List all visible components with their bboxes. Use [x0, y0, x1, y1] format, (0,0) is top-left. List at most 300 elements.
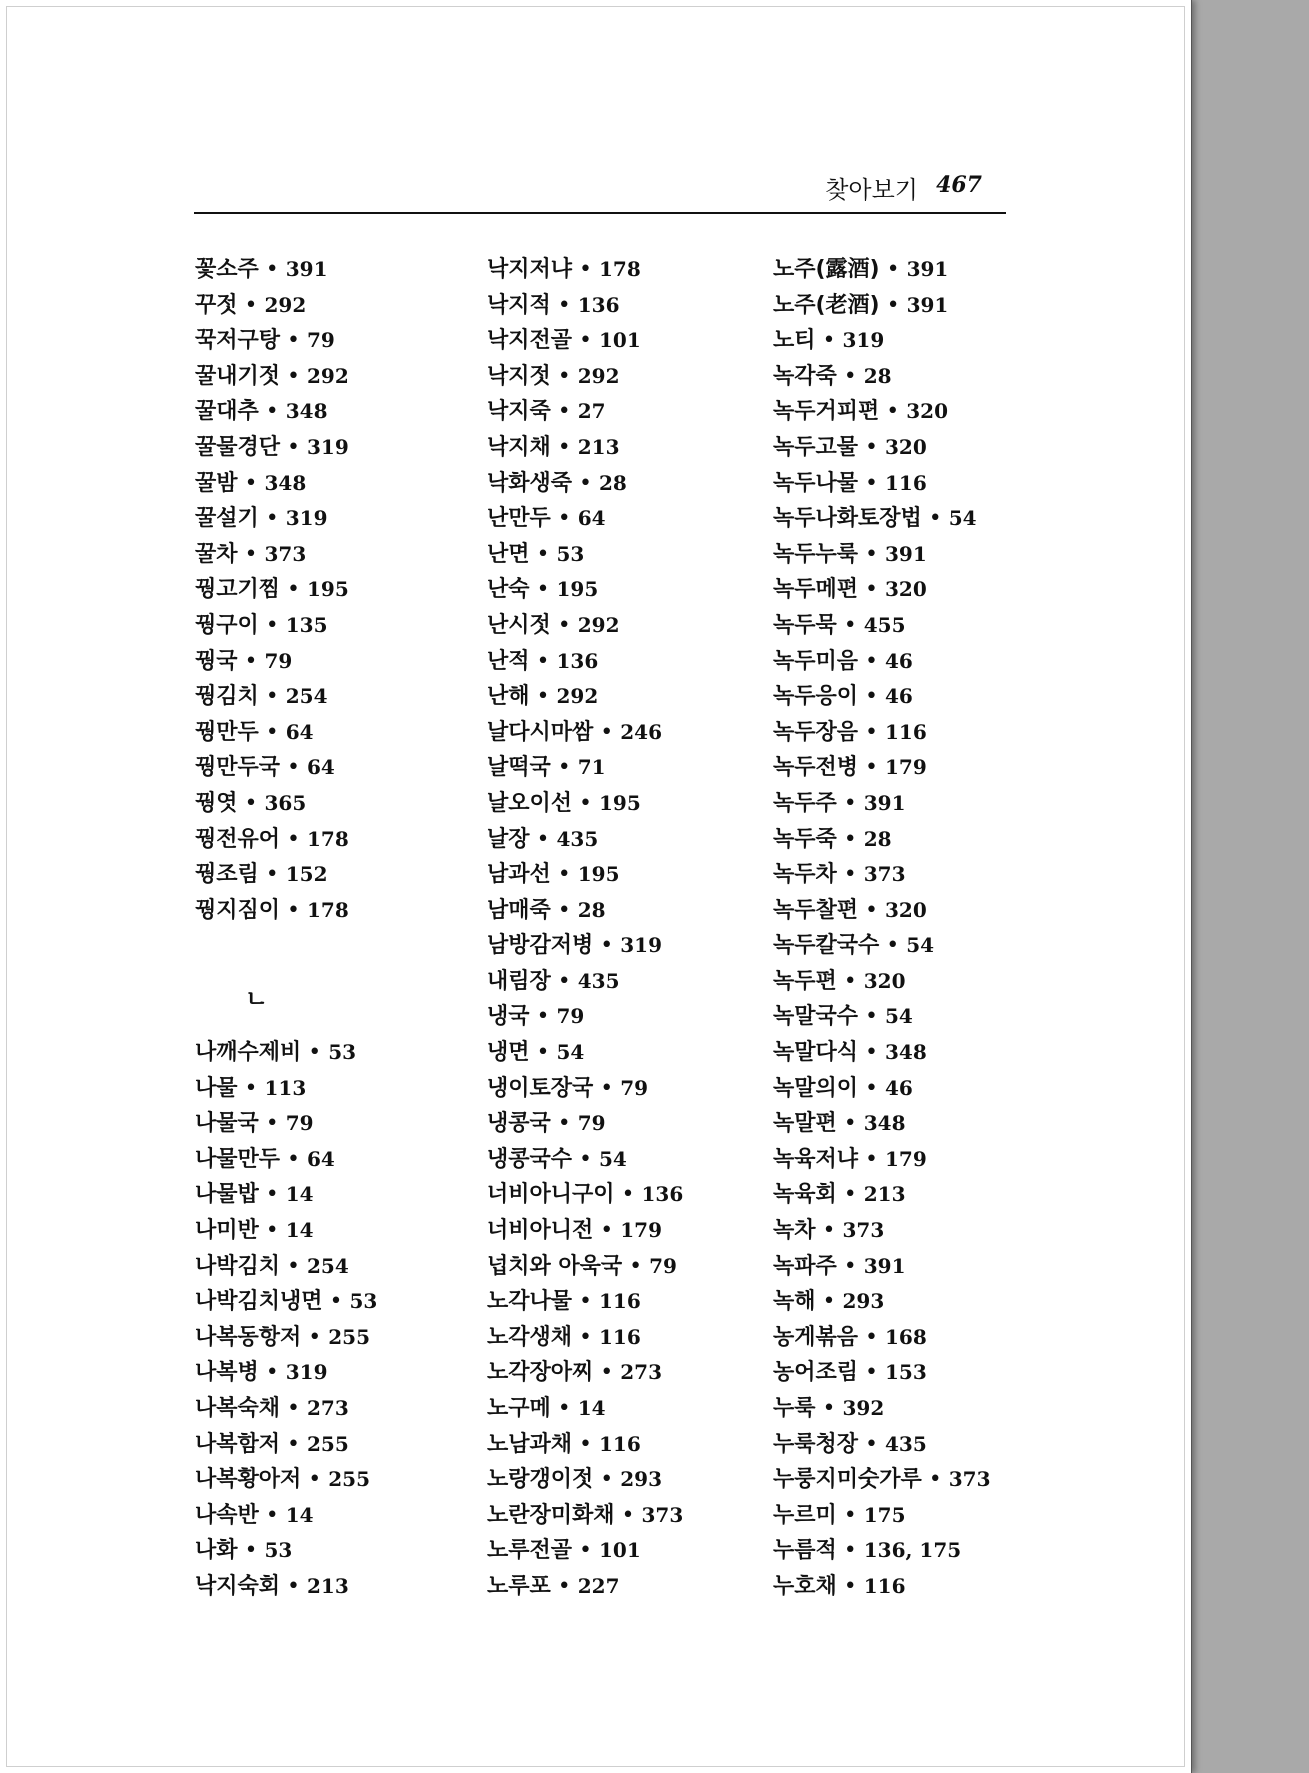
index-page-number: 79: [306, 328, 335, 353]
index-separator: •: [572, 1324, 599, 1350]
index-term: 너비아니전: [487, 1218, 594, 1244]
index-page-number: 178: [598, 257, 641, 281]
index-separator: •: [858, 1146, 885, 1172]
index-page-number: 195: [598, 790, 641, 815]
index-separator: •: [237, 790, 265, 816]
index-term: 남과선: [487, 862, 551, 888]
index-entry: [487, 359, 683, 395]
index-entry: [773, 1071, 990, 1107]
index-term: 녹육저냐: [773, 1146, 859, 1172]
index-term: 녹두차: [773, 862, 837, 888]
index-term: 나화: [195, 1538, 238, 1564]
index-term: 날장: [487, 826, 530, 852]
index-separator: •: [858, 1324, 885, 1350]
index-separator: •: [550, 506, 578, 532]
index-page-number: 373: [264, 541, 307, 566]
index-entry: [773, 715, 990, 751]
header-title: 찾아보기: [825, 176, 918, 204]
index-term: 냉콩국: [487, 1111, 551, 1137]
index-entry: [773, 1213, 990, 1249]
index-term: 노구메: [487, 1396, 551, 1421]
index-separator: •: [258, 1111, 286, 1137]
index-page-number: 53: [556, 541, 585, 566]
index-page-number: 14: [285, 1182, 314, 1207]
index-separator: •: [258, 1182, 286, 1208]
index-page-number: 179: [884, 1146, 927, 1171]
index-term: 누룩: [773, 1396, 816, 1421]
index-page-number: 28: [863, 363, 892, 388]
index-entry: [487, 1355, 683, 1391]
index-page-number: 246: [620, 719, 662, 744]
index-term: 녹두찰편: [773, 897, 859, 923]
index-separator: •: [280, 1431, 307, 1457]
index-term: 녹두누룩: [773, 541, 859, 567]
index-term: 꿀내기젓: [195, 363, 281, 389]
index-page-number: 101: [598, 328, 641, 353]
index-separator: •: [858, 541, 885, 567]
index-term: 낙지젓: [487, 363, 551, 389]
index-term: 나물만두: [195, 1146, 281, 1172]
index-term: 노티: [773, 328, 816, 354]
index-page-number: 255: [306, 1431, 349, 1456]
index-term: 나물국: [195, 1111, 259, 1137]
index-term: 녹두나화토장법: [773, 506, 922, 532]
index-separator: •: [237, 1075, 265, 1101]
index-page-number: 365: [264, 790, 307, 815]
index-term: 난해: [487, 684, 530, 710]
index-entry: [487, 1213, 683, 1249]
index-entry: [195, 537, 377, 573]
index-separator: •: [237, 470, 265, 496]
index-term: 녹두편: [773, 968, 837, 994]
index-separator: •: [550, 292, 578, 318]
page-number: 467: [936, 172, 982, 198]
index-separator: •: [572, 257, 599, 282]
index-entry: [487, 1391, 683, 1427]
index-entry: [773, 288, 990, 324]
index-separator: •: [529, 1040, 557, 1066]
index-entry: [195, 1427, 377, 1463]
index-page-number: 46: [884, 684, 913, 709]
index-page-number: 136: [641, 1182, 684, 1207]
index-page-number: 391: [884, 541, 927, 566]
index-separator: •: [858, 648, 885, 674]
index-separator: •: [280, 434, 307, 460]
index-separator: •: [280, 577, 307, 603]
index-page-number: 348: [863, 1111, 906, 1136]
index-page-number: 391: [863, 1253, 906, 1278]
index-separator: •: [237, 648, 265, 674]
index-page-number: 54: [884, 1004, 913, 1029]
index-page-number: 373: [641, 1502, 684, 1527]
index-page-number: 79: [556, 1004, 585, 1029]
index-term: 냉콩국수: [487, 1146, 573, 1172]
index-entry: [773, 1355, 990, 1391]
index-page-number: 71: [577, 755, 606, 780]
index-separator: •: [322, 1289, 350, 1315]
index-page-number: 136: [577, 292, 620, 317]
index-page-number: 28: [577, 897, 606, 922]
index-separator: •: [258, 612, 286, 638]
index-entry: [773, 750, 990, 786]
index-term: 낙지채: [487, 434, 551, 460]
index-entry: [773, 999, 990, 1035]
index-entry: [773, 252, 990, 288]
index-term: 꿩고기찜: [195, 577, 281, 603]
index-separator: •: [550, 434, 578, 460]
index-entry: [773, 1177, 990, 1213]
index-term: 꾸젓: [195, 292, 238, 318]
index-term: 꿩만두: [195, 719, 259, 745]
index-separator: •: [572, 790, 599, 816]
index-separator: •: [529, 826, 557, 852]
index-separator: •: [550, 897, 578, 923]
index-page-number: 179: [620, 1218, 662, 1243]
index-separator: •: [280, 363, 307, 389]
index-page-number: 175: [863, 1502, 906, 1527]
index-separator: •: [836, 1573, 864, 1599]
index-separator: •: [572, 328, 599, 354]
index-page-number: 227: [577, 1573, 620, 1598]
index-separator: •: [879, 933, 907, 959]
index-separator: •: [237, 1538, 265, 1564]
index-page-number: 64: [306, 1146, 335, 1171]
index-entry: [487, 928, 683, 964]
index-term: 난시젓: [487, 612, 551, 638]
index-page-number: 319: [842, 328, 885, 353]
index-page-number: 116: [598, 1324, 641, 1349]
index-separator: •: [836, 1182, 864, 1208]
index-term: 낙화생죽: [487, 470, 573, 496]
index-entry: [773, 501, 990, 537]
index-entry: [195, 644, 377, 680]
index-page-number: 348: [264, 470, 307, 495]
index-term: 녹말의이: [773, 1075, 859, 1101]
index-separator: •: [858, 470, 885, 496]
index-separator: •: [280, 328, 307, 354]
index-page-number: 136, 175: [863, 1538, 962, 1563]
index-entry: [195, 252, 377, 288]
index-separator: •: [572, 1431, 599, 1457]
index-separator: •: [836, 612, 864, 638]
index-entry: [487, 750, 683, 786]
index-separator: •: [258, 862, 286, 888]
index-separator: •: [815, 1396, 843, 1421]
index-page-number: 79: [577, 1111, 606, 1136]
index-entry: [773, 1320, 990, 1356]
index-separator: •: [280, 1253, 307, 1279]
index-entry: [195, 1035, 377, 1071]
index-entry: [487, 1106, 683, 1142]
index-page-number: 178: [306, 897, 349, 922]
index-entry: [195, 288, 377, 324]
index-term: 낙지저냐: [487, 257, 573, 282]
index-page-number: 53: [328, 1040, 357, 1065]
index-entry: [487, 679, 683, 715]
index-separator: •: [836, 1253, 864, 1279]
index-entry: [487, 288, 683, 324]
index-separator: •: [836, 968, 864, 994]
index-term: 나복숙채: [195, 1396, 281, 1421]
index-term: 나물: [195, 1075, 238, 1101]
index-separator: •: [593, 1467, 621, 1493]
index-entry: [487, 715, 683, 751]
index-page-number: 213: [577, 434, 620, 459]
index-separator: •: [529, 1004, 557, 1030]
index-separator: •: [858, 577, 885, 603]
index-entry: [195, 786, 377, 822]
index-page-number: 153: [884, 1360, 927, 1385]
index-term: 누룽지미숫가루: [773, 1467, 922, 1493]
index-term: 나복황아저: [195, 1467, 302, 1493]
index-page-number: 273: [620, 1360, 662, 1385]
index-page-number: 14: [285, 1502, 314, 1527]
index-term: 녹파주: [773, 1253, 837, 1279]
index-entry: [195, 1249, 377, 1285]
index-entry: [195, 1462, 377, 1498]
index-entry: [195, 572, 377, 608]
index-separator: •: [622, 1253, 650, 1279]
index-separator: •: [593, 933, 621, 959]
index-separator: •: [280, 1396, 307, 1421]
index-term: 꿀물경단: [195, 434, 281, 460]
index-separator: •: [529, 648, 557, 674]
index-page-number: 116: [863, 1573, 906, 1598]
index-page-number: 255: [328, 1324, 370, 1349]
index-term: 남방감저병: [487, 933, 594, 959]
index-term: 날오이선: [487, 790, 573, 816]
index-term: 꿩국: [195, 648, 238, 674]
index-term: 녹두응이: [773, 684, 859, 710]
index-page-number: 53: [264, 1538, 293, 1563]
index-column-2: [487, 252, 683, 1605]
index-entry: [195, 1284, 377, 1320]
index-entry: [487, 501, 683, 537]
index-entry: [195, 857, 377, 893]
index-entry: [487, 323, 683, 359]
index-entry: [773, 857, 990, 893]
index-page-number: 14: [285, 1218, 314, 1243]
index-term: 녹말국수: [773, 1004, 859, 1030]
index-term: 꿀설기: [195, 506, 259, 532]
index-entry: [487, 1569, 683, 1605]
index-separator: •: [301, 1040, 329, 1066]
index-entry: [195, 822, 377, 858]
index-term: 나속반: [195, 1502, 259, 1528]
index-entry: [487, 1142, 683, 1178]
index-term: 꿀대추: [195, 399, 259, 425]
index-separator: •: [258, 506, 286, 532]
index-page-number: 116: [598, 1431, 641, 1456]
index-separator: •: [858, 1004, 885, 1030]
index-entry: [487, 1071, 683, 1107]
index-page-number: 292: [577, 363, 620, 388]
index-separator: •: [550, 862, 578, 888]
index-separator: •: [836, 862, 864, 888]
index-term: 노남과채: [487, 1431, 573, 1457]
index-separator: •: [858, 1431, 885, 1457]
index-page-number: 116: [598, 1289, 641, 1314]
index-entry: [773, 466, 990, 502]
index-page-number: 27: [577, 399, 606, 424]
index-page-number: 319: [306, 434, 349, 459]
index-entry: [773, 537, 990, 573]
index-term: 녹두주: [773, 790, 837, 816]
index-term: 노각생채: [487, 1324, 573, 1350]
index-separator: •: [593, 1360, 621, 1386]
index-separator: •: [550, 399, 578, 425]
index-page-number: 292: [306, 363, 349, 388]
index-entry: [195, 1355, 377, 1391]
index-separator: •: [529, 577, 557, 603]
index-page-number: 136: [556, 648, 599, 673]
index-entry: [773, 1142, 990, 1178]
index-page-number: 54: [556, 1040, 585, 1065]
index-page-number: 320: [884, 577, 927, 602]
index-term: 꿩구이: [195, 612, 259, 638]
index-term: 나복함저: [195, 1431, 281, 1457]
index-entry: [195, 1391, 377, 1427]
index-entry: [487, 964, 683, 1000]
index-entry: [773, 608, 990, 644]
index-page-number: 213: [863, 1182, 906, 1207]
index-separator: •: [280, 897, 307, 923]
index-page-number: 391: [863, 790, 906, 815]
index-page-number: 178: [306, 826, 349, 851]
index-page-number: 54: [906, 933, 935, 958]
index-entry: [195, 1142, 377, 1178]
index-page-number: 54: [948, 506, 977, 531]
index-entry: [487, 1533, 683, 1569]
index-entry: [773, 430, 990, 466]
index-separator: •: [858, 897, 885, 923]
index-separator: •: [529, 684, 557, 710]
index-term: 꿩전유어: [195, 826, 281, 852]
index-separator: •: [614, 1502, 642, 1528]
index-term: 난면: [487, 541, 530, 567]
index-page-number: 455: [863, 612, 906, 637]
index-entry: [195, 1177, 377, 1213]
index-separator: •: [921, 1467, 949, 1493]
index-term: 내림장: [487, 968, 551, 994]
index-separator: •: [280, 755, 307, 781]
index-separator: •: [836, 826, 864, 852]
index-entry: [773, 822, 990, 858]
section-heading: ㄴ: [245, 984, 269, 1013]
index-term: 노각장아찌: [487, 1360, 594, 1386]
index-separator: •: [593, 1075, 621, 1101]
index-entry: [487, 1284, 683, 1320]
index-term: 노루전골: [487, 1538, 573, 1564]
index-entry: [487, 822, 683, 858]
index-term: 낙지전골: [487, 328, 573, 354]
index-page-number: 28: [598, 470, 627, 495]
index-page-number: 391: [285, 257, 328, 281]
index-term: 나미반: [195, 1218, 259, 1244]
index-page-number: 373: [948, 1467, 991, 1492]
index-entry: [487, 893, 683, 929]
index-entry: [487, 999, 683, 1035]
index-entry: [773, 893, 990, 929]
index-entry: [773, 323, 990, 359]
index-entry: [487, 1462, 683, 1498]
index-page-number: 195: [556, 577, 599, 602]
index-page-number: 320: [863, 968, 906, 993]
index-entry: [773, 1106, 990, 1142]
index-entry: [195, 359, 377, 395]
index-term: 나복병: [195, 1360, 259, 1386]
index-separator: •: [258, 257, 286, 282]
index-term: 녹두거피편: [773, 399, 880, 425]
index-separator: •: [280, 1573, 307, 1599]
index-page-number: 116: [884, 719, 927, 744]
index-separator: •: [237, 541, 265, 567]
index-term: 녹육회: [773, 1182, 837, 1208]
index-term: 노란장미화채: [487, 1502, 615, 1528]
index-entry: [487, 1177, 683, 1213]
index-page-number: 79: [264, 648, 293, 673]
index-separator: •: [858, 1075, 885, 1101]
index-page-number: 79: [285, 1111, 314, 1136]
index-term: 녹두죽: [773, 826, 837, 852]
index-entry: [195, 323, 377, 359]
index-separator: •: [237, 292, 265, 318]
index-page-number: 435: [556, 826, 599, 851]
index-entry: [195, 1213, 377, 1249]
index-page-number: 435: [884, 1431, 927, 1456]
index-term: 나복동항저: [195, 1324, 302, 1350]
index-separator: •: [258, 719, 286, 745]
index-page-number: 373: [842, 1218, 885, 1243]
index-term: 녹두칼국수: [773, 933, 880, 959]
index-separator: •: [836, 790, 864, 816]
index-separator: •: [858, 719, 885, 745]
index-entry: [773, 679, 990, 715]
index-term: 난숙: [487, 577, 530, 603]
index-separator: •: [550, 968, 578, 994]
index-term: 날떡국: [487, 755, 551, 781]
index-entry: [195, 750, 377, 786]
index-term: 녹두메편: [773, 577, 859, 603]
index-separator: •: [258, 1218, 286, 1244]
index-term: 난적: [487, 648, 530, 674]
index-term: 노주(露酒): [773, 257, 880, 282]
index-page-number: 254: [306, 1253, 349, 1278]
index-page-number: 273: [306, 1396, 349, 1420]
index-page-number: 116: [884, 470, 927, 495]
index-term: 녹말다식: [773, 1040, 859, 1066]
index-entry: [773, 1569, 990, 1605]
index-page-number: 53: [349, 1289, 378, 1314]
index-entry: [487, 572, 683, 608]
index-page-number: 46: [884, 1075, 913, 1100]
index-separator: •: [879, 292, 907, 318]
index-page-number: 195: [306, 577, 349, 602]
index-page-number: 152: [285, 862, 328, 887]
index-page-number: 292: [556, 684, 599, 709]
index-term: 꿀밤: [195, 470, 238, 496]
index-separator: •: [858, 434, 885, 460]
index-separator: •: [550, 1111, 578, 1137]
index-term: 난만두: [487, 506, 551, 532]
index-entry: [195, 394, 377, 430]
index-entry: [773, 1035, 990, 1071]
index-separator: •: [815, 1289, 843, 1315]
index-term: 나박김치냉면: [195, 1289, 323, 1315]
index-separator: •: [301, 1324, 329, 1350]
index-page-number: 255: [328, 1467, 370, 1492]
index-separator: •: [280, 1146, 307, 1172]
